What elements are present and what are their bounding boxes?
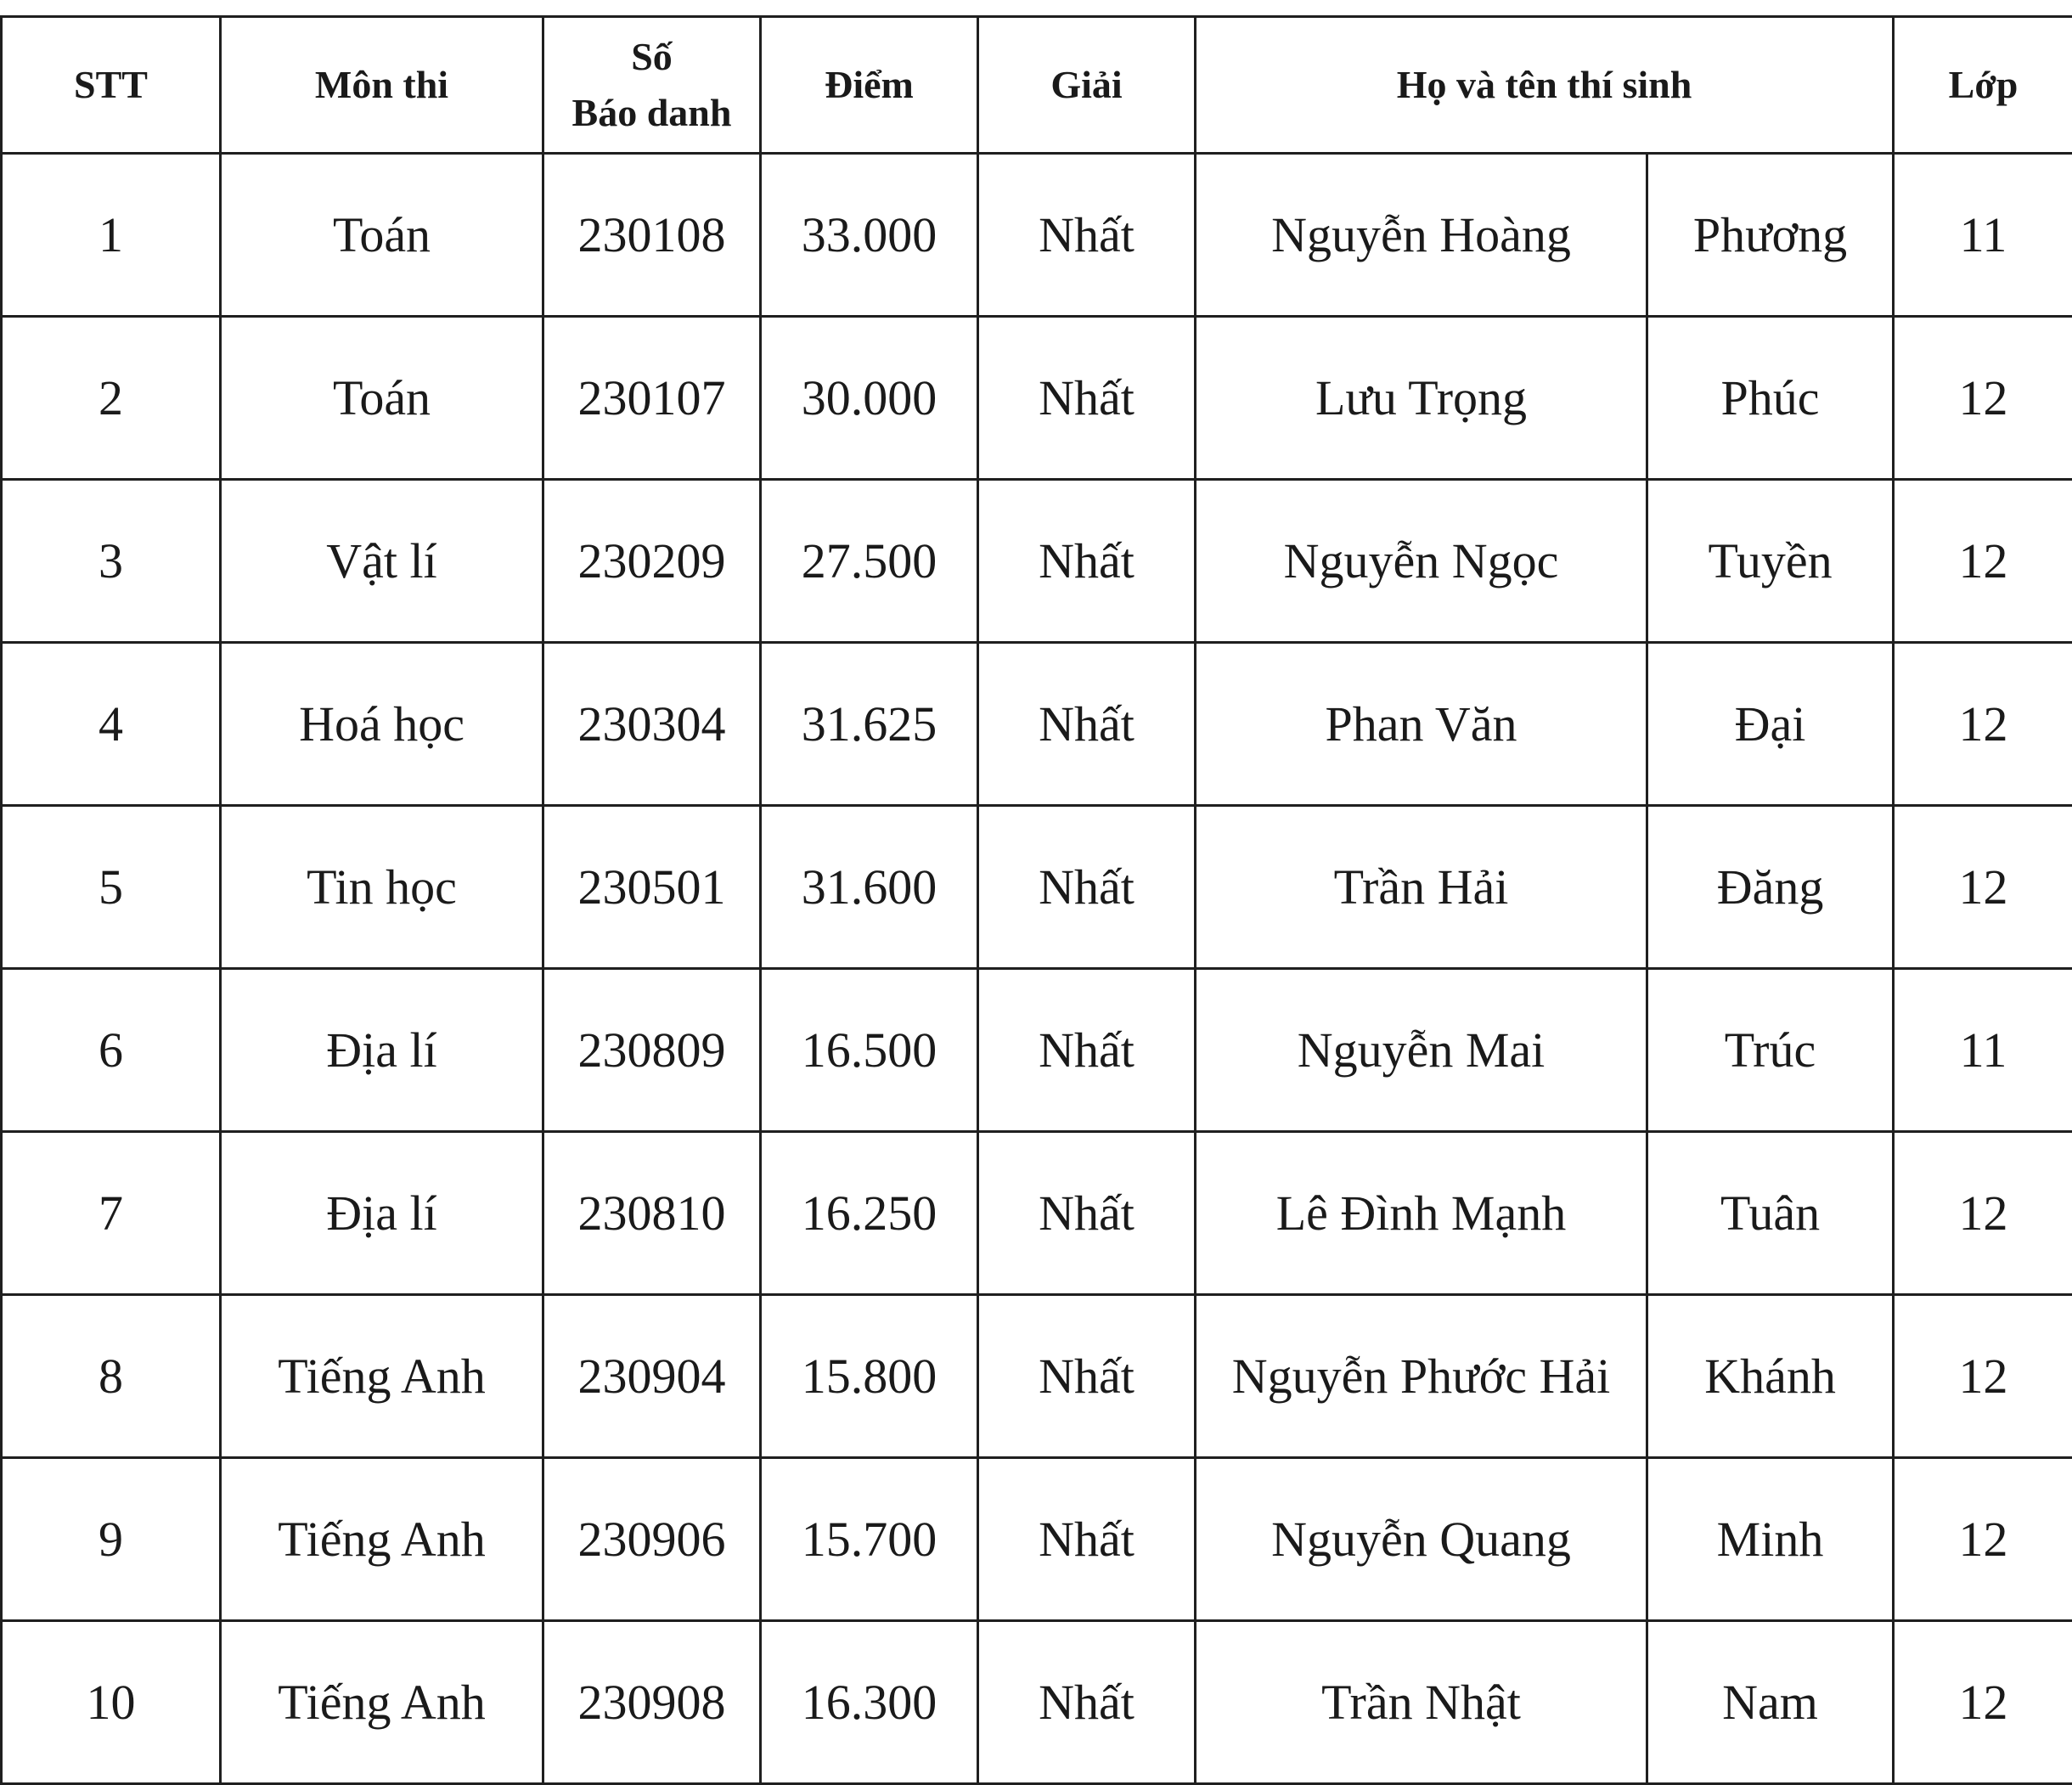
cell-given-name: Đăng bbox=[1647, 806, 1894, 969]
cell-class: 12 bbox=[1894, 1621, 2072, 1784]
cell-surname: Lưu Trọng bbox=[1196, 317, 1647, 480]
cell-stt: 4 bbox=[2, 643, 221, 806]
cell-score: 16.300 bbox=[761, 1621, 978, 1784]
cell-subject: Toán bbox=[221, 154, 543, 317]
cell-subject: Toán bbox=[221, 317, 543, 480]
cell-surname: Trần Nhật bbox=[1196, 1621, 1647, 1784]
header-candidate-id-line2: Báo danh bbox=[544, 85, 759, 141]
cell-stt: 10 bbox=[2, 1621, 221, 1784]
header-subject: Môn thi bbox=[221, 17, 543, 154]
cell-stt: 3 bbox=[2, 480, 221, 643]
cell-given-name: Tuân bbox=[1647, 1132, 1894, 1295]
cell-class: 12 bbox=[1894, 1132, 2072, 1295]
cell-given-name: Nam bbox=[1647, 1621, 1894, 1784]
cell-award: Nhất bbox=[978, 1621, 1196, 1784]
cell-class: 12 bbox=[1894, 1295, 2072, 1458]
cell-given-name: Phúc bbox=[1647, 317, 1894, 480]
cell-subject: Tin học bbox=[221, 806, 543, 969]
cell-score: 33.000 bbox=[761, 154, 978, 317]
cell-subject: Tiếng Anh bbox=[221, 1295, 543, 1458]
cell-candidate-id: 230904 bbox=[543, 1295, 761, 1458]
cell-candidate-id: 230501 bbox=[543, 806, 761, 969]
results-table bbox=[0, 15, 2072, 1785]
cell-surname: Phan Văn bbox=[1196, 643, 1647, 806]
cell-award: Nhất bbox=[978, 1132, 1196, 1295]
cell-class: 12 bbox=[1894, 1458, 2072, 1621]
table-body bbox=[2, 154, 2072, 1784]
table-row bbox=[2, 1132, 2072, 1295]
cell-stt: 9 bbox=[2, 1458, 221, 1621]
cell-candidate-id: 230209 bbox=[543, 480, 761, 643]
cell-award: Nhất bbox=[978, 1295, 1196, 1458]
table-row bbox=[2, 643, 2072, 806]
cell-given-name: Trúc bbox=[1647, 969, 1894, 1132]
cell-score: 15.800 bbox=[761, 1295, 978, 1458]
cell-class: 11 bbox=[1894, 969, 2072, 1132]
table-row bbox=[2, 806, 2072, 969]
header-stt: STT bbox=[2, 17, 221, 154]
table-row bbox=[2, 480, 2072, 643]
header-score: Điểm bbox=[761, 17, 978, 154]
cell-given-name: Phương bbox=[1647, 154, 1894, 317]
cell-score: 30.000 bbox=[761, 317, 978, 480]
header-candidate-id-line1: Số bbox=[544, 29, 759, 85]
cell-candidate-id: 230304 bbox=[543, 643, 761, 806]
cell-award: Nhất bbox=[978, 480, 1196, 643]
cell-given-name: Đại bbox=[1647, 643, 1894, 806]
cell-candidate-id: 230107 bbox=[543, 317, 761, 480]
cell-surname: Lê Đình Mạnh bbox=[1196, 1132, 1647, 1295]
cell-award: Nhất bbox=[978, 1458, 1196, 1621]
header-class: Lớp bbox=[1894, 17, 2072, 154]
cell-stt: 5 bbox=[2, 806, 221, 969]
cell-given-name: Tuyền bbox=[1647, 480, 1894, 643]
cell-subject: Tiếng Anh bbox=[221, 1621, 543, 1784]
cell-stt: 6 bbox=[2, 969, 221, 1132]
cell-score: 16.500 bbox=[761, 969, 978, 1132]
cell-surname: Nguyễn Ngọc bbox=[1196, 480, 1647, 643]
cell-stt: 1 bbox=[2, 154, 221, 317]
cell-class: 12 bbox=[1894, 317, 2072, 480]
cell-award: Nhất bbox=[978, 317, 1196, 480]
cell-score: 31.600 bbox=[761, 806, 978, 969]
cell-surname: Nguyễn Mai bbox=[1196, 969, 1647, 1132]
cell-award: Nhất bbox=[978, 643, 1196, 806]
cell-class: 12 bbox=[1894, 806, 2072, 969]
cell-class: 12 bbox=[1894, 480, 2072, 643]
cell-subject: Tiếng Anh bbox=[221, 1458, 543, 1621]
header-candidate-id bbox=[543, 17, 761, 154]
header-award: Giải bbox=[978, 17, 1196, 154]
table-row bbox=[2, 1295, 2072, 1458]
cell-surname: Nguyễn Quang bbox=[1196, 1458, 1647, 1621]
table-row bbox=[2, 154, 2072, 317]
header-row bbox=[2, 17, 2072, 154]
cell-score: 16.250 bbox=[761, 1132, 978, 1295]
cell-class: 12 bbox=[1894, 643, 2072, 806]
cell-score: 27.500 bbox=[761, 480, 978, 643]
cell-award: Nhất bbox=[978, 969, 1196, 1132]
cell-stt: 8 bbox=[2, 1295, 221, 1458]
cell-stt: 2 bbox=[2, 317, 221, 480]
cell-given-name: Minh bbox=[1647, 1458, 1894, 1621]
cell-subject: Vật lí bbox=[221, 480, 543, 643]
cell-surname: Nguyễn Phước Hải bbox=[1196, 1295, 1647, 1458]
cell-candidate-id: 230809 bbox=[543, 969, 761, 1132]
cell-award: Nhất bbox=[978, 154, 1196, 317]
cell-award: Nhất bbox=[978, 806, 1196, 969]
cell-class: 11 bbox=[1894, 154, 2072, 317]
cell-candidate-id: 230810 bbox=[543, 1132, 761, 1295]
cell-surname: Trần Hải bbox=[1196, 806, 1647, 969]
cell-given-name: Khánh bbox=[1647, 1295, 1894, 1458]
table-row bbox=[2, 969, 2072, 1132]
header-full-name: Họ và tên thí sinh bbox=[1196, 17, 1894, 154]
table-row bbox=[2, 1458, 2072, 1621]
table-row bbox=[2, 317, 2072, 480]
cell-subject: Địa lí bbox=[221, 969, 543, 1132]
cell-stt: 7 bbox=[2, 1132, 221, 1295]
cell-candidate-id: 230108 bbox=[543, 154, 761, 317]
cell-candidate-id: 230908 bbox=[543, 1621, 761, 1784]
cell-candidate-id: 230906 bbox=[543, 1458, 761, 1621]
cell-subject: Hoá học bbox=[221, 643, 543, 806]
cell-score: 31.625 bbox=[761, 643, 978, 806]
cell-subject: Địa lí bbox=[221, 1132, 543, 1295]
cell-surname: Nguyễn Hoàng bbox=[1196, 154, 1647, 317]
table-row bbox=[2, 1621, 2072, 1784]
cell-score: 15.700 bbox=[761, 1458, 978, 1621]
